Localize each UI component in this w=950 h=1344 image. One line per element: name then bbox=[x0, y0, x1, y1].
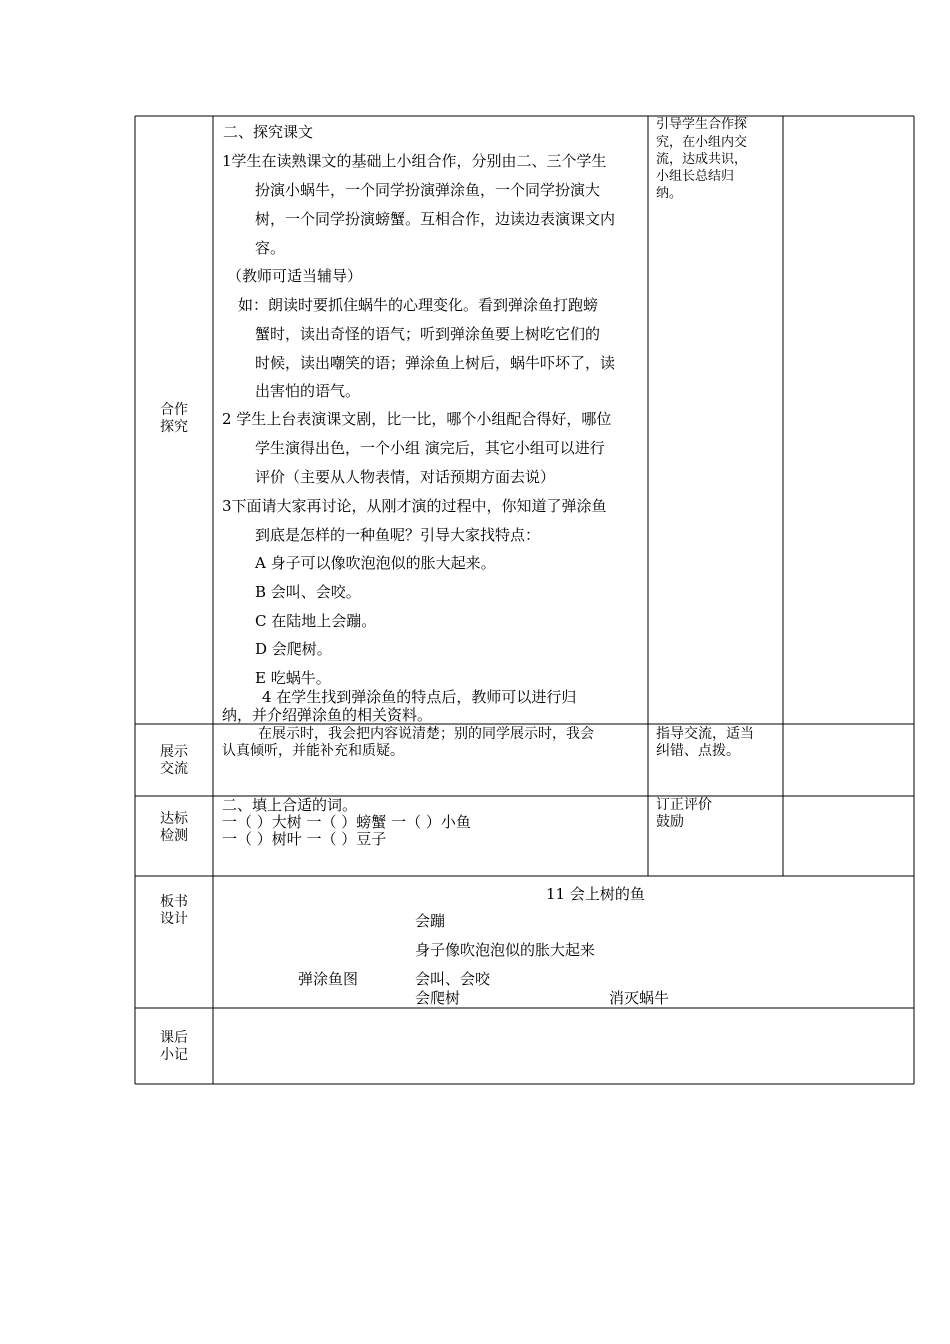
paragraph-4-line: 4 在学生找到弹涂鱼的特点后，教师可以进行归 bbox=[262, 688, 577, 706]
feature-item: D 会爬树。 bbox=[255, 640, 332, 658]
row-label-zhanshi: 展示 交流 bbox=[160, 744, 188, 777]
row-label-banshu: 板书 设计 bbox=[160, 894, 188, 927]
feature-item: B 会叫、会咬。 bbox=[255, 583, 361, 601]
guide-text: 纳。 bbox=[656, 186, 683, 201]
feature-item: A 身子可以像吹泡泡似的胀大起来。 bbox=[255, 554, 496, 572]
row-label-hezuo: 合作 探究 bbox=[160, 402, 188, 435]
board-item: 身子像吹泡泡似的胀大起来 bbox=[415, 941, 596, 959]
paragraph-2-line: 学生演得出色，一个小组 演完后，其它小组可以进行 bbox=[255, 439, 605, 457]
exercise-line: 一（ ）树叶 一（ ）豆子 bbox=[222, 830, 387, 848]
exercise-heading: 二、填上合适的词。 bbox=[222, 796, 358, 814]
guide-text: 究，在小组内交 bbox=[656, 135, 748, 150]
feature-item: C 在陆地上会蹦。 bbox=[255, 612, 377, 630]
board-title: 11 会上树的鱼 bbox=[546, 885, 645, 903]
teacher-hint: （教师可适当辅导） bbox=[227, 267, 363, 285]
paragraph-1-line: 1学生在读熟课文的基础上小组合作，分别由二、三个学生 bbox=[222, 152, 607, 170]
row-label-kehou: 课后 小记 bbox=[160, 1030, 188, 1063]
guide-text: 引导学生合作探 bbox=[656, 117, 748, 132]
board-item: 会叫、会咬 bbox=[415, 970, 491, 988]
paragraph-1-line: 树，一个同学扮演螃蟹。互相合作，边读边表演课文内 bbox=[255, 210, 616, 228]
guide-text: 纠错、点拨。 bbox=[656, 743, 740, 759]
guide-text: 小组长总结归 bbox=[656, 169, 735, 184]
paragraph-4-line: 纳，并介绍弹涂鱼的相关资料。 bbox=[222, 706, 433, 724]
zhanshi-content: 认真倾听，并能补充和质疑。 bbox=[222, 743, 404, 759]
guide-text: 鼓励 bbox=[656, 814, 684, 830]
zhanshi-content: 在展示时，我会把内容说清楚；别的同学展示时，我会 bbox=[258, 726, 594, 742]
row-label-dabiao: 达标 检测 bbox=[160, 811, 188, 844]
section-heading: 二、探究课文 bbox=[223, 123, 314, 141]
guide-text: 订正评价 bbox=[656, 797, 712, 813]
paragraph-2-line: 评价（主要从人物表情，对话预期方面去说） bbox=[255, 468, 556, 486]
example-line: 如：朗读时要抓住蜗牛的心理变化。看到弹涂鱼打跑螃 bbox=[238, 296, 599, 314]
paragraph-2-line: 2 学生上台表演课文剧，比一比，哪个小组配合得好，哪位 bbox=[222, 410, 612, 428]
example-line: 时候，读出嘲笑的语；弹涂鱼上树后，蜗牛吓坏了，读 bbox=[255, 354, 616, 372]
board-left-label: 弹涂鱼图 bbox=[298, 970, 359, 988]
board-item: 会爬树 bbox=[415, 989, 461, 1007]
paragraph-1-line: 容。 bbox=[255, 239, 286, 257]
example-line: 蟹时，读出奇怪的语气；听到弹涂鱼要上树吃它们的 bbox=[255, 325, 601, 343]
board-right-label: 消灭蜗牛 bbox=[609, 989, 670, 1007]
paragraph-1-line: 扮演小蜗牛，一个同学扮演弹涂鱼，一个同学扮演大 bbox=[255, 181, 601, 199]
feature-item: E 吃蜗牛。 bbox=[255, 669, 331, 687]
example-line: 出害怕的语气。 bbox=[255, 382, 361, 400]
guide-text: 指导交流，适当 bbox=[656, 726, 754, 742]
board-item: 会蹦 bbox=[415, 912, 446, 930]
exercise-line: 一（ ）大树 一（ ）螃蟹 一（ ）小鱼 bbox=[222, 813, 471, 831]
paragraph-3-line: 3下面请大家再讨论，从刚才演的过程中，你知道了弹涂鱼 bbox=[222, 497, 607, 515]
guide-text: 流，达成共识， bbox=[656, 152, 748, 167]
paragraph-3-line: 到底是怎样的一种鱼呢？引导大家找特点： bbox=[255, 526, 541, 544]
